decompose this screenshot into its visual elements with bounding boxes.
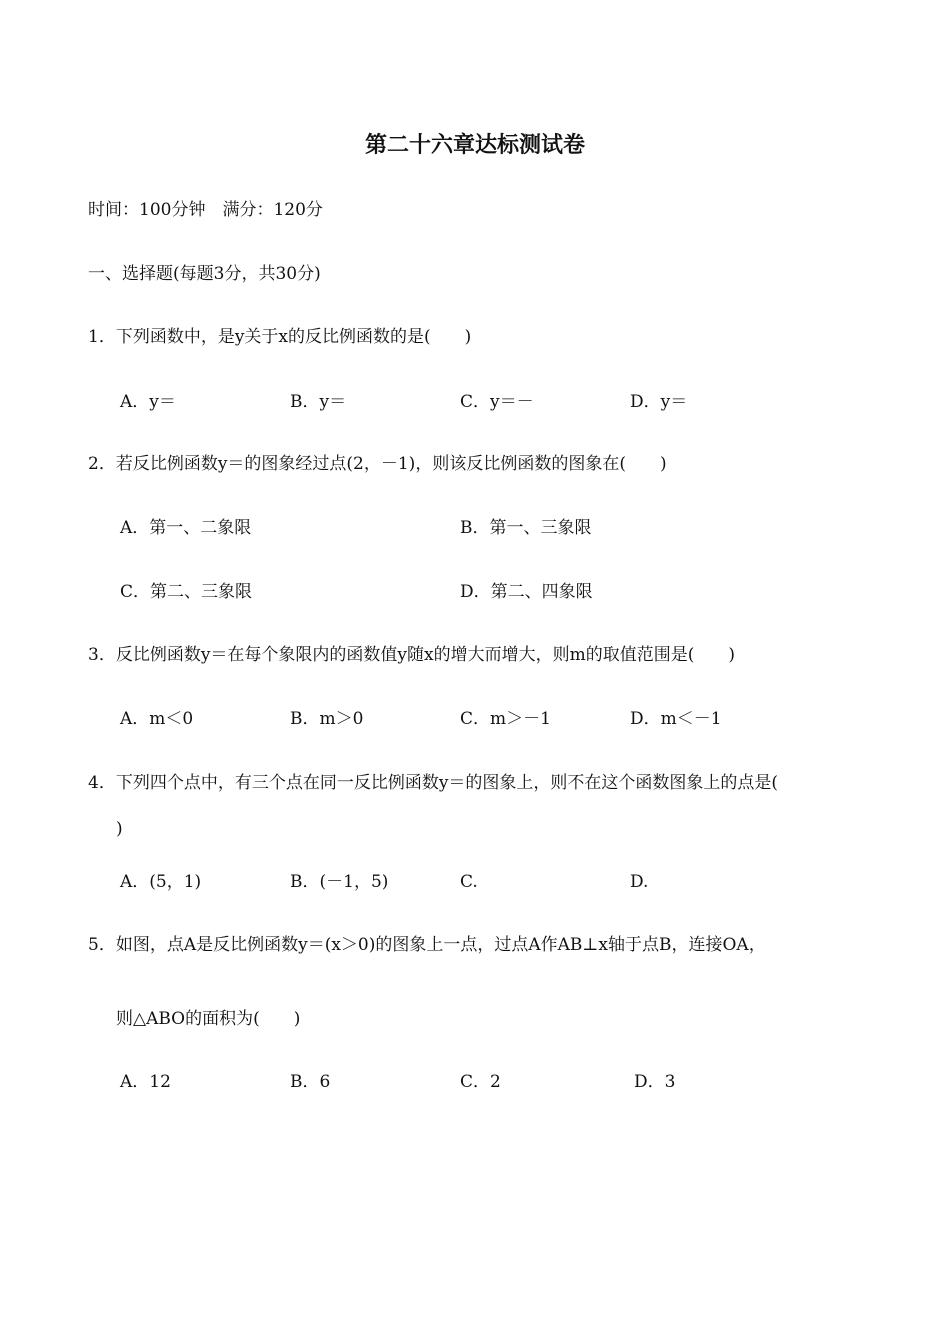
question-3-stem: 3．反比例函数y＝在每个象限内的函数值y随x的增大而增大，则m的取值范围是( ) [88, 645, 735, 665]
question-4-option-c: C. [460, 872, 478, 892]
question-1-option-d: D．y＝ [630, 392, 688, 412]
question-2-option-a: A．第一、二象限 [120, 518, 252, 538]
question-4-option-d: D. [630, 872, 649, 892]
question-2-option-c: C．第二、三象限 [120, 582, 253, 602]
question-1-stem: 1．下列函数中，是y关于x的反比例函数的是( ) [88, 327, 472, 347]
question-5-stem-continued: 则△ABO的面积为( ) [116, 1009, 301, 1029]
question-3-option-d: D．m＜－1 [630, 709, 722, 729]
question-4-stem-continued: ) [116, 819, 123, 839]
question-5-option-c: C．2 [460, 1072, 501, 1092]
exam-meta: 时间：100分钟 满分：120分 [88, 200, 323, 220]
question-3-option-c: C．m＞－1 [460, 709, 551, 729]
question-5-stem: 5．如图，点A是反比例函数y＝(x＞0)的图象上一点，过点A作AB⊥x轴于点B，连接OA， [88, 935, 766, 955]
question-5-option-b: B．6 [290, 1072, 331, 1092]
question-4-option-b: B．(－1，5) [290, 872, 389, 892]
question-5-option-a: A．12 [120, 1072, 171, 1092]
question-2-stem: 2．若反比例函数y＝的图象经过点(2，－1)，则该反比例函数的图象在( ) [88, 454, 667, 474]
question-3-option-a: A．m＜0 [120, 709, 194, 729]
question-2-option-d: D．第二、四象限 [460, 582, 593, 602]
section-heading: 一、选择题(每题3分，共30分) [88, 264, 321, 284]
question-4-stem: 4．下列四个点中，有三个点在同一反比例函数y＝的图象上，则不在这个函数图象上的点是( [88, 773, 779, 793]
question-2-option-b: B．第一、三象限 [460, 518, 592, 538]
question-4-option-a: A．(5，1) [120, 872, 202, 892]
page-title: 第二十六章达标测试卷 [364, 132, 585, 158]
question-1-option-b: B．y＝ [290, 392, 347, 412]
question-3-option-b: B．m＞0 [290, 709, 364, 729]
question-1-option-c: C．y＝－ [460, 392, 534, 412]
question-1-option-a: A．y＝ [120, 392, 176, 412]
question-5-option-d: D．3 [634, 1072, 676, 1092]
